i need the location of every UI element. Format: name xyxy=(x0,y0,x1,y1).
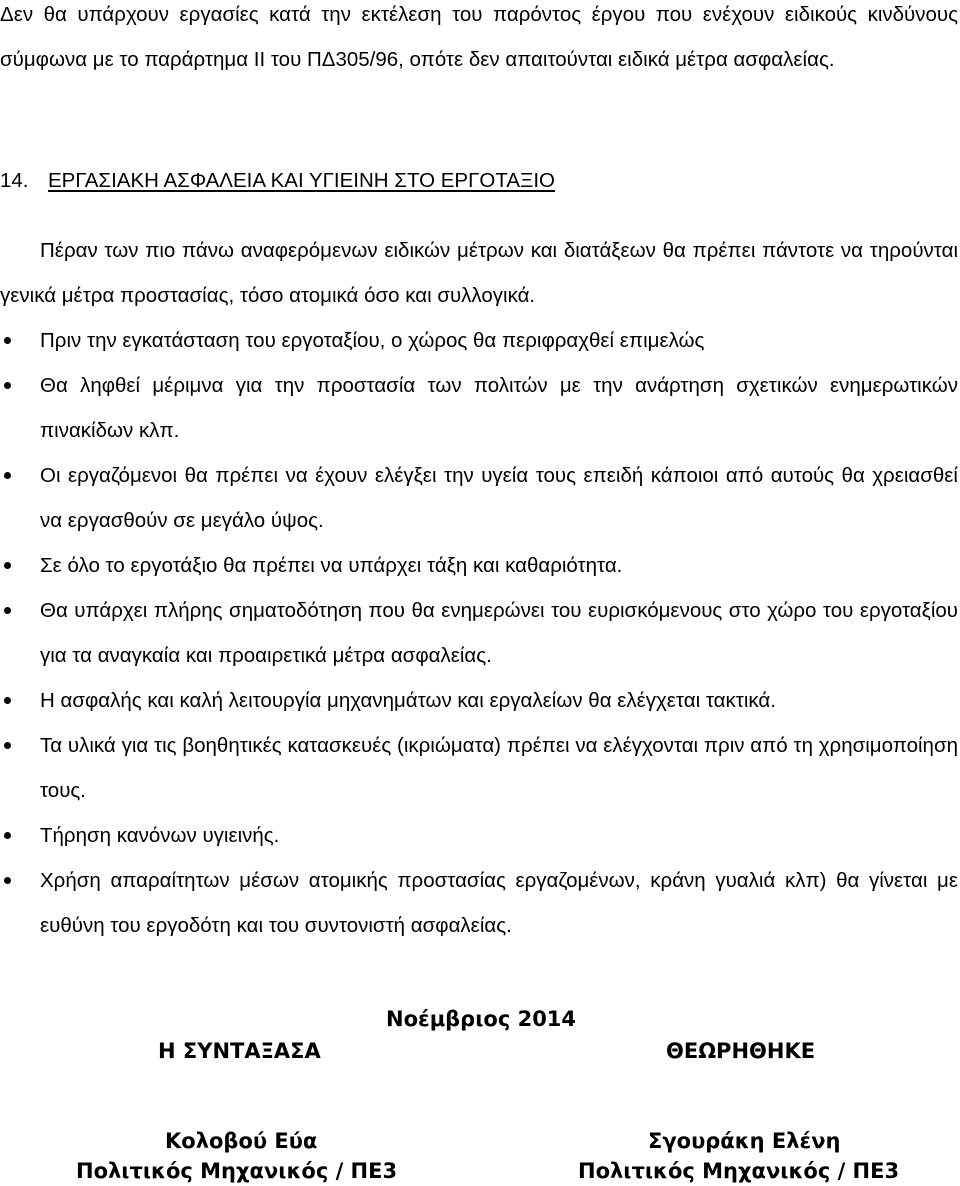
list-item-text: Οι εργαζόμενοι θα πρέπει να έχουν ελέγξει την υγεία τους επειδή κάποιοι από αυτούς θα χρειασθεί να εργασθούν σε μεγάλο ύψος. xyxy=(40,464,958,532)
list-item xyxy=(0,588,958,678)
bullet-icon xyxy=(4,607,11,614)
list-item xyxy=(0,813,958,858)
safety-measures-list xyxy=(0,318,958,948)
list-item xyxy=(0,723,958,813)
list-item xyxy=(0,678,958,723)
list-item-text: Η ασφαλής και καλή λειτουργία μηχανημάτων και εργαλείων θα ελέγχεται τακτικά. xyxy=(40,689,776,712)
bullet-icon xyxy=(4,562,11,569)
bullet-icon xyxy=(4,697,11,704)
intro-paragraph: Δεν θα υπάρχουν εργασίες κατά την εκτέλεση του παρόντος έργου που ενέχουν ειδικούς κινδύνους σύμφωνα με το παράρτημα ΙΙ του ΠΔ305/96, οπότε δεν απαιτούνται ειδικά μέτρα ασφαλείας. xyxy=(0,3,958,71)
list-item-text: Θα υπάρχει πλήρης σηματοδότηση που θα ενημερώνει του ευρισκόμενους στο χώρο του εργοταξίου για τα αναγκαία και προαιρετικά μέτρα ασφαλείας. xyxy=(40,599,958,667)
signature-left-name: Κολοβού Εύα xyxy=(165,1129,318,1153)
signature-right-role: ΘΕΩΡΗΘΗΚΕ xyxy=(666,1039,816,1063)
list-item xyxy=(0,318,958,363)
list-item-text: Θα ληφθεί μέριμνα για την προστασία των πολιτών με την ανάρτηση σχετικών ενημερωτικών πινακίδων κλπ. xyxy=(40,374,958,442)
bullet-icon xyxy=(4,337,11,344)
bullet-icon xyxy=(4,742,11,749)
signature-date: Νοέμβριος 2014 xyxy=(386,1007,577,1031)
list-item xyxy=(0,858,958,948)
section-number: 14. xyxy=(0,169,29,192)
section-title: ΕΡΓΑΣΙΑΚΗ ΑΣΦΑΛΕΙΑ ΚΑΙ ΥΓΙΕΙΝΗ ΣΤΟ ΕΡΓΟΤΑΞΙΟ xyxy=(48,169,555,192)
bullet-icon xyxy=(4,382,11,389)
bullet-icon xyxy=(4,472,11,479)
list-item-text: Τήρηση κανόνων υγιεινής. xyxy=(40,824,280,847)
signature-left-role: Η ΣΥΝΤΑΞΑΣΑ xyxy=(158,1039,321,1063)
list-item-text: Σε όλο το εργοτάξιο θα πρέπει να υπάρχει τάξη και καθαριότητα. xyxy=(40,554,623,577)
signature-right-title: Πολιτικός Μηχανικός / ΠΕ3 xyxy=(578,1159,900,1183)
list-item-text: Πριν την εγκατάσταση του εργοταξίου, ο χώρος θα περιφραχθεί επιμελώς xyxy=(40,329,705,352)
list-item xyxy=(0,363,958,453)
list-item xyxy=(0,453,958,543)
list-item-text: Χρήση απαραίτητων μέσων ατομικής προστασίας εργαζομένων, κράνη γυαλιά κλπ) θα γίνεται με ευθύνη του εργοδότη και του συντονιστή ασφαλείας. xyxy=(40,869,958,937)
bullet-icon xyxy=(4,832,11,839)
section-lead-paragraph: Πέραν των πιο πάνω αναφερόμενων ειδικών μέτρων και διατάξεων θα πρέπει πάντοτε να τηρούνται γενικά μέτρα προστασίας, τόσο ατομικά όσο και συλλογικά. xyxy=(0,239,958,307)
signature-left-title: Πολιτικός Μηχανικός / ΠΕ3 xyxy=(76,1159,398,1183)
section-heading xyxy=(0,158,555,203)
bullet-icon xyxy=(4,877,11,884)
list-item-text: Τα υλικά για τις βοηθητικές κατασκευές (ικριώματα) πρέπει να ελέγχονται πριν από τη χρησιμοποίηση τους. xyxy=(40,734,958,802)
list-item xyxy=(0,543,958,588)
signature-right-name: Σγουράκη Ελένη xyxy=(648,1129,841,1153)
